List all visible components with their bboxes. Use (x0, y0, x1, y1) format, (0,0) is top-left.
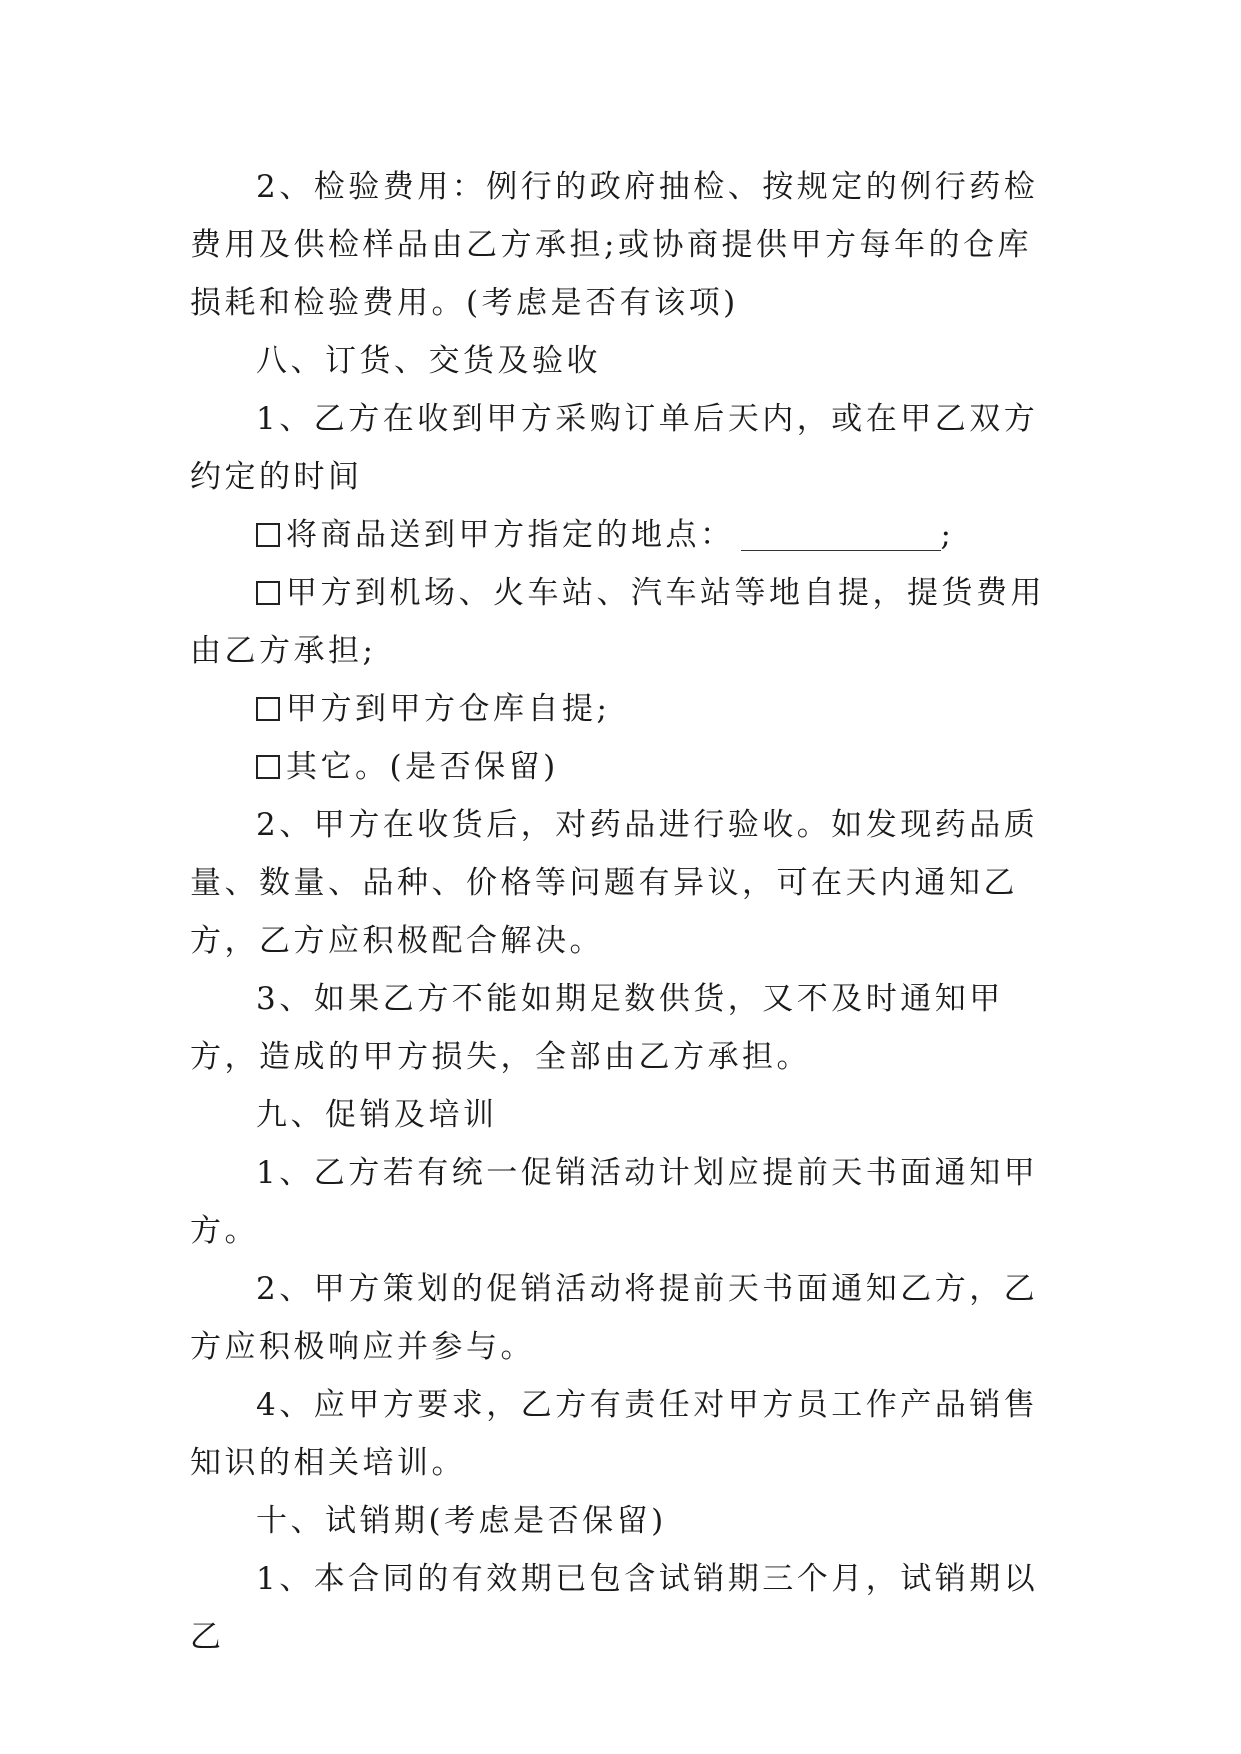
paragraph-10-1: 1、本合同的有效期已包含试销期三个月，试销期以乙 (190, 1561, 1039, 1655)
paragraph-9-1: 1、乙方若有统一促销活动计划应提前天书面通知甲方。 (190, 1155, 1039, 1249)
option-label: 甲方到机场、火车站、汽车站等地自提，提货费用由乙方承担; (190, 575, 1045, 669)
heading-section-9: 九、促销及培训 (256, 1097, 498, 1133)
blank-fill-line[interactable] (741, 520, 941, 551)
option-other (190, 738, 1050, 796)
paragraph-8-3: 3、如果乙方不能如期足数供货，又不及时通知甲方，造成的甲方损失，全部由乙方承担。 (190, 981, 1004, 1075)
paragraph-9-4: 4、应甲方要求，乙方有责任对甲方员工作产品销售知识的相关培训。 (190, 1387, 1039, 1481)
paragraph-inspection-fees: 2、检验费用：例行的政府抽检、按规定的例行药检费用及供检样品由乙方承担;或协商提供甲方每年的仓库损耗和检验费用。(考虑是否有该项) (190, 169, 1039, 321)
paragraph-9-2: 2、甲方策划的促销活动将提前天书面通知乙方，乙方应积极响应并参与。 (190, 1271, 1039, 1365)
option-label: 将商品送到甲方指定的地点： (286, 517, 735, 553)
option-terminator: ; (940, 517, 955, 553)
document-body (190, 158, 1050, 1666)
paragraph-8-2: 2、甲方在收货后，对药品进行验收。如发现药品质量、数量、品种、价格等问题有异议，可在天内通知乙方，乙方应积极配合解决。 (190, 807, 1039, 959)
option-label: 其它。(是否保留) (286, 749, 559, 785)
option-self-pickup-station (190, 564, 1050, 680)
checkbox-icon[interactable] (256, 523, 280, 547)
checkbox-icon[interactable] (256, 697, 280, 721)
option-deliver-to-location (190, 506, 1050, 564)
checkbox-icon[interactable] (256, 755, 280, 779)
heading-section-8: 八、订货、交货及验收 (256, 343, 601, 379)
checkbox-icon[interactable] (256, 581, 280, 605)
paragraph-8-1: 1、乙方在收到甲方采购订单后天内，或在甲乙双方约定的时间 (190, 401, 1039, 495)
option-self-pickup-warehouse (190, 680, 1050, 738)
option-label: 甲方到甲方仓库自提; (286, 691, 611, 727)
heading-section-10: 十、试销期(考虑是否保留) (256, 1503, 667, 1539)
